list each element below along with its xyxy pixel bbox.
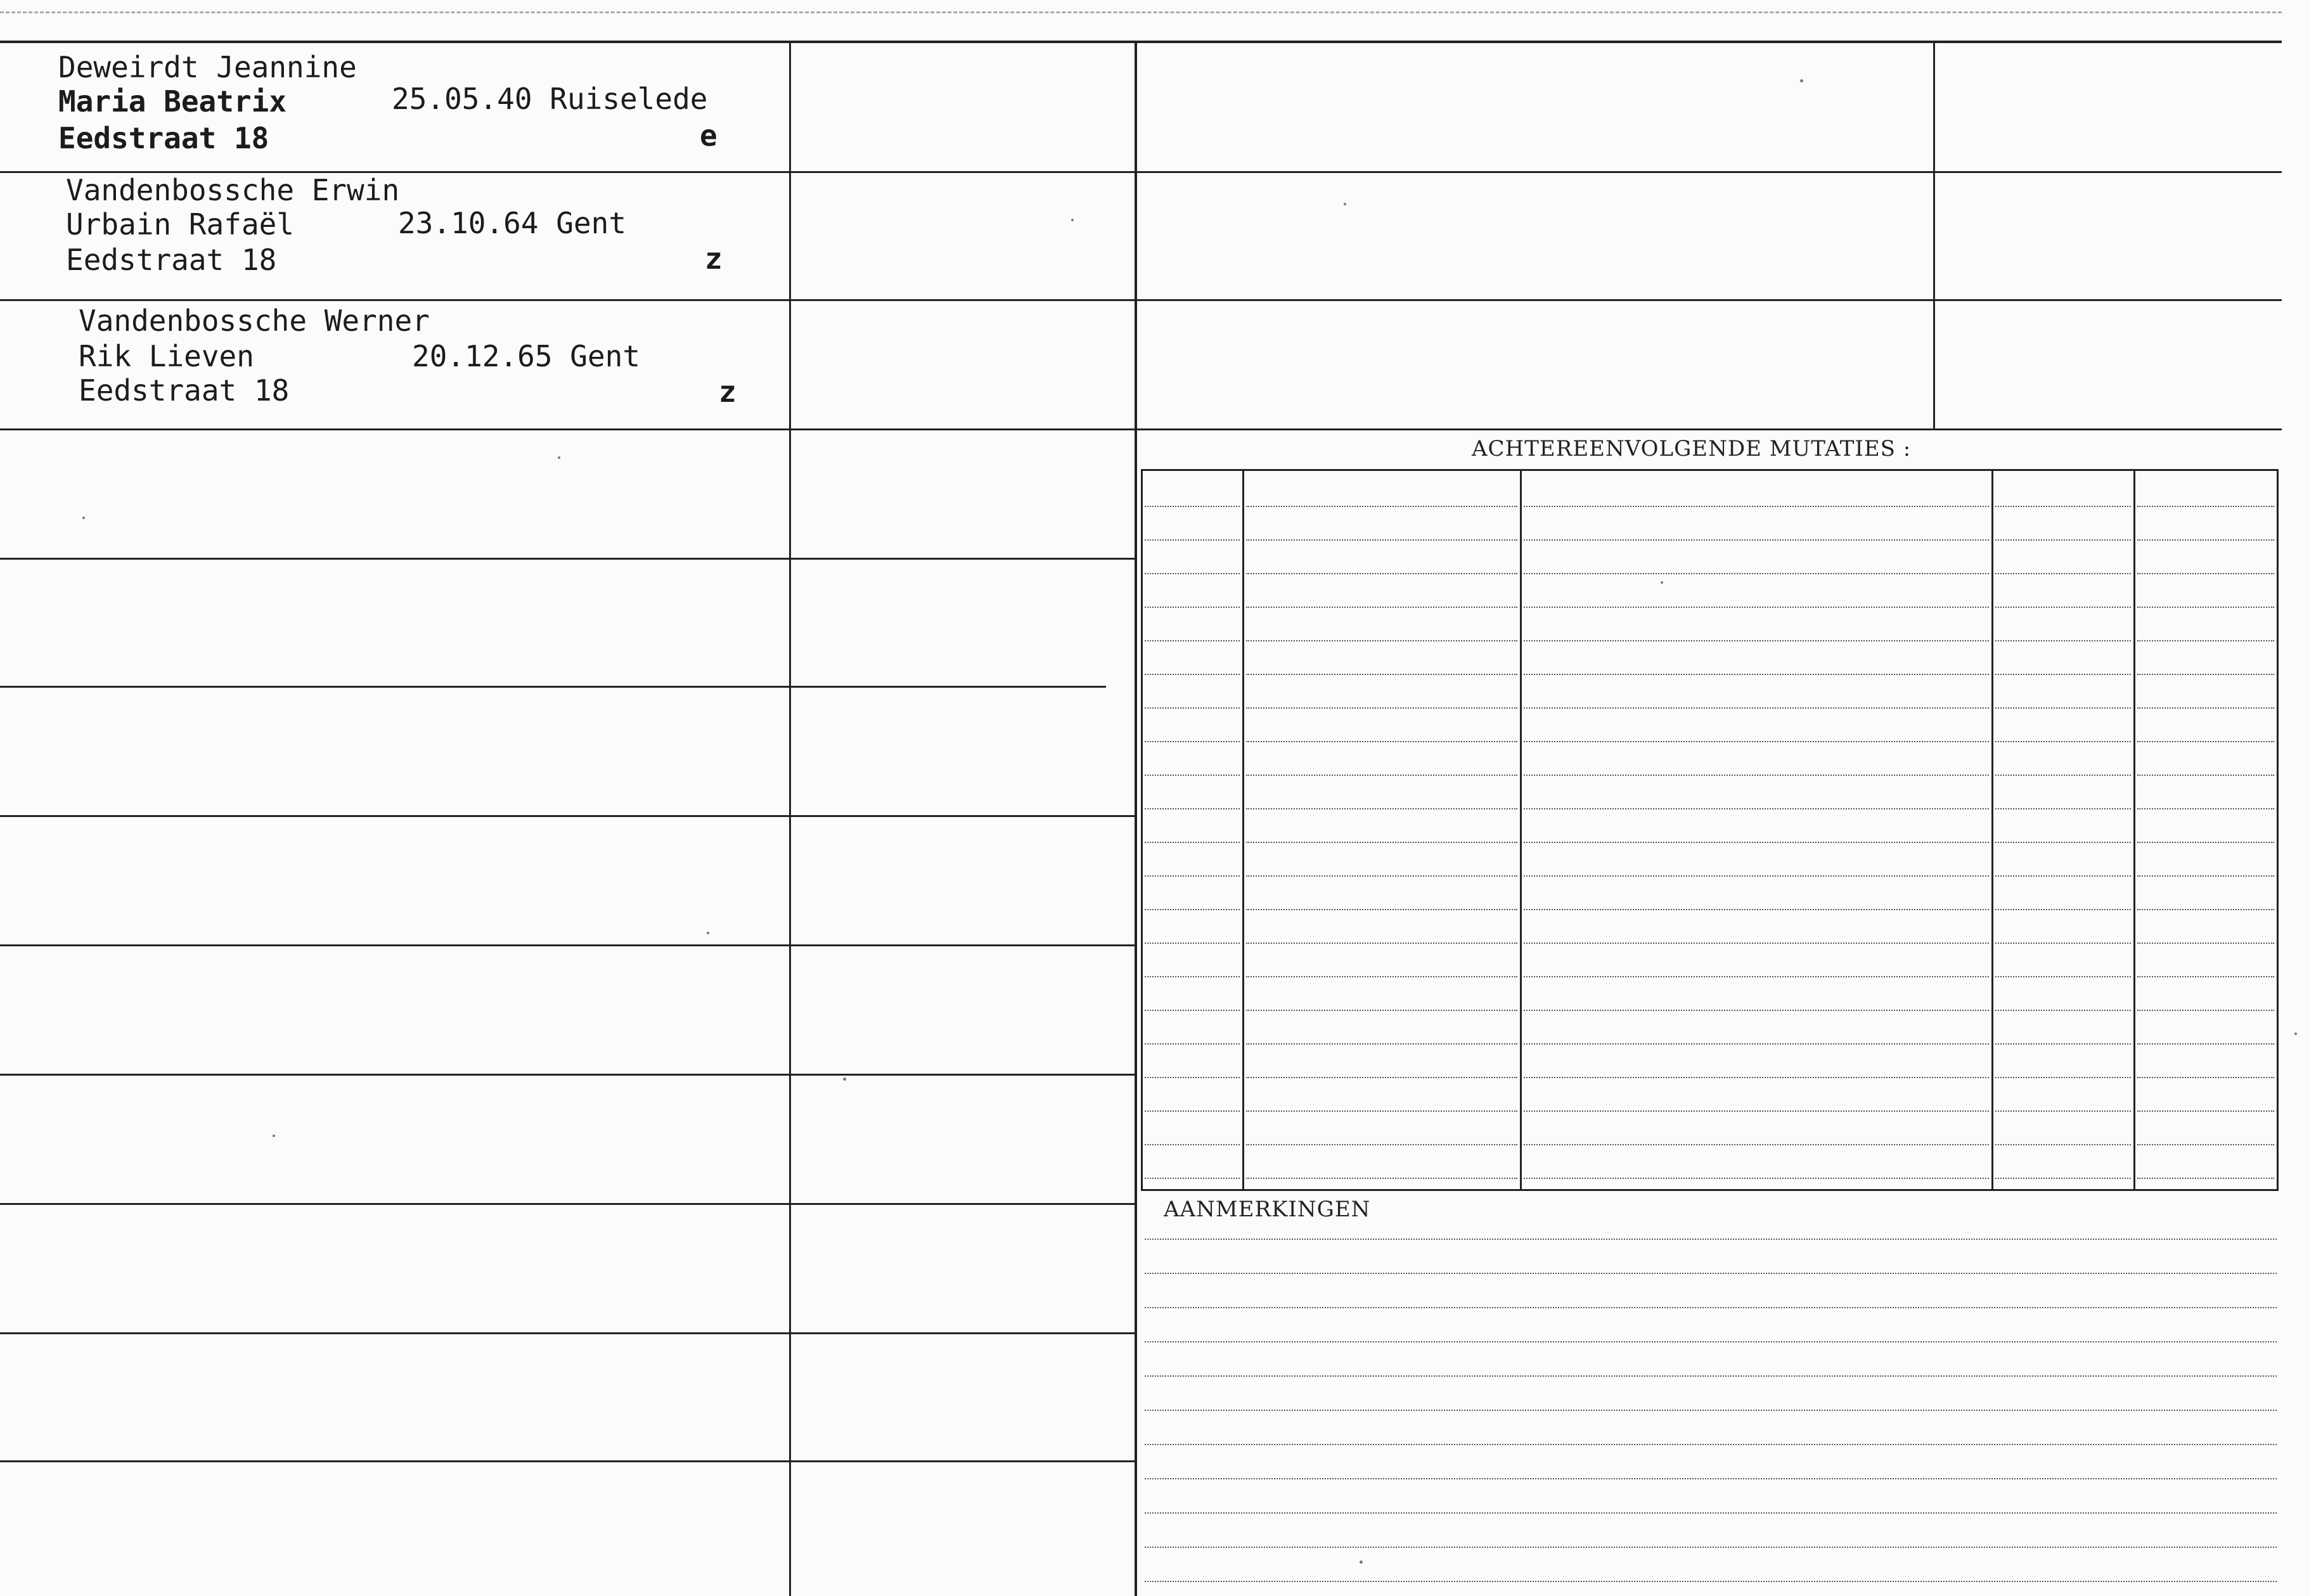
mutations-header: ACHTEREENVOLGENDE MUTATIES : [1472, 436, 1912, 461]
speck [2294, 1033, 2297, 1035]
remark-ruled-line [1145, 1307, 2277, 1308]
row-line-9 [0, 1203, 1135, 1205]
record-1-birth: 25.05.40 Ruiselede [392, 82, 708, 116]
mutation-ruled-line [1995, 1110, 2131, 1112]
speck [1071, 219, 1074, 221]
record-1-address: Eedstraat 18 [58, 121, 269, 155]
mutation-ruled-line [1524, 909, 1989, 910]
record-3-birth: 20.12.65 Gent [412, 339, 641, 373]
speck [1344, 203, 1346, 205]
mutation-ruled-line [1524, 539, 1989, 541]
remark-ruled-line [1145, 1581, 2277, 1582]
mutation-ruled-line [2137, 1043, 2274, 1045]
mutation-ruled-line [1524, 1110, 1989, 1112]
mutation-ruled-line [1995, 842, 2131, 843]
mutation-ruled-line [2137, 539, 2274, 541]
mutation-ruled-line [1246, 1110, 1517, 1112]
mutation-ruled-line [2137, 842, 2274, 843]
mutation-ruled-line [1995, 506, 2131, 507]
mutation-ruled-line [1524, 674, 1989, 675]
mutation-ruled-line [1246, 875, 1517, 877]
mutation-ruled-line [1145, 909, 1240, 910]
speck [843, 1078, 846, 1081]
mutations-top-line [1141, 469, 2279, 471]
mutation-ruled-line [1995, 1043, 2131, 1045]
mutation-ruled-line [1524, 1043, 1989, 1045]
row-line-10 [0, 1332, 1135, 1334]
remarks-header: AANMERKINGEN [1164, 1197, 1371, 1222]
remark-ruled-line [1145, 1375, 2277, 1377]
right-row-line-2 [1135, 299, 2282, 301]
mutation-ruled-line [2137, 775, 2274, 776]
row-line-11 [0, 1460, 1135, 1462]
mutation-ruled-line [1524, 875, 1989, 877]
mutation-ruled-line [1995, 1010, 2131, 1011]
mutations-col-line-5 [2277, 469, 2279, 1189]
speck [1800, 79, 1803, 82]
mutation-ruled-line [1246, 707, 1517, 709]
mutation-ruled-line [2137, 1010, 2274, 1011]
remark-ruled-line [1145, 1341, 2277, 1342]
mutation-ruled-line [1145, 741, 1240, 742]
mutation-ruled-line [1145, 539, 1240, 541]
mutation-ruled-line [2137, 707, 2274, 709]
row-line-5 [0, 686, 1106, 688]
mutation-ruled-line [1246, 506, 1517, 507]
mutation-ruled-line [1524, 943, 1989, 944]
mutation-ruled-line [1246, 640, 1517, 641]
mutation-ruled-line [1246, 573, 1517, 574]
mutation-ruled-line [1145, 875, 1240, 877]
row-line-4 [0, 558, 1135, 560]
speck [82, 517, 85, 519]
mutation-ruled-line [1995, 640, 2131, 641]
mutation-ruled-line [1524, 1144, 1989, 1145]
remark-ruled-line [1145, 1444, 2277, 1445]
mutation-ruled-line [2137, 741, 2274, 742]
column-divider-2 [1135, 41, 1137, 1596]
mutation-ruled-line [1145, 808, 1240, 809]
record-2-birth: 23.10.64 Gent [398, 206, 627, 240]
mutation-ruled-line [1145, 506, 1240, 507]
record-1-code: e [700, 119, 717, 153]
mutation-ruled-line [1995, 674, 2131, 675]
mutations-col-line-3 [1991, 469, 1993, 1189]
record-1-name: Deweirdt Jeannine [58, 50, 357, 84]
mutation-ruled-line [2137, 1178, 2274, 1179]
mutation-ruled-line [1995, 1178, 2131, 1179]
record-2-code: z [705, 241, 723, 276]
mutation-ruled-line [2137, 506, 2274, 507]
mutations-col-line-4 [2133, 469, 2135, 1189]
mutation-ruled-line [2137, 875, 2274, 877]
mutation-ruled-line [1145, 842, 1240, 843]
mutation-ruled-line [1995, 707, 2131, 709]
mutation-ruled-line [1995, 775, 2131, 776]
mutations-col-line-2 [1520, 469, 1522, 1189]
mutation-ruled-line [1246, 1144, 1517, 1145]
mutation-ruled-line [1995, 1077, 2131, 1078]
mutation-ruled-line [1995, 741, 2131, 742]
mutation-ruled-line [1995, 909, 2131, 910]
mutation-ruled-line [2137, 808, 2274, 809]
mutation-ruled-line [1145, 976, 1240, 977]
right-row-line-1 [1135, 171, 2282, 173]
remark-ruled-line [1145, 1410, 2277, 1411]
mutation-ruled-line [2137, 573, 2274, 574]
record-2-name: Vandenbossche Erwin [66, 173, 400, 207]
record-3-address: Eedstraat 18 [79, 373, 290, 408]
mutations-col-line-0 [1141, 469, 1143, 1189]
top-border-line [0, 41, 2282, 43]
mutation-ruled-line [1524, 506, 1989, 507]
mutation-ruled-line [1246, 775, 1517, 776]
mutation-ruled-line [1524, 741, 1989, 742]
mutation-ruled-line [1995, 875, 2131, 877]
mutation-ruled-line [1246, 674, 1517, 675]
mutation-ruled-line [1995, 943, 2131, 944]
mutation-ruled-line [1246, 1043, 1517, 1045]
mutation-ruled-line [2137, 909, 2274, 910]
mutation-ruled-line [1524, 707, 1989, 709]
record-3-given-names: Rik Lieven [79, 339, 254, 373]
mutation-ruled-line [2137, 640, 2274, 641]
top-edge-marks [0, 11, 2282, 30]
mutation-ruled-line [1246, 1178, 1517, 1179]
remark-ruled-line [1145, 1273, 2277, 1274]
mutation-ruled-line [1145, 640, 1240, 641]
mutation-ruled-line [2137, 607, 2274, 608]
mutation-ruled-line [1246, 808, 1517, 809]
mutation-ruled-line [1145, 775, 1240, 776]
speck [273, 1135, 275, 1137]
column-divider-3 [1933, 41, 1935, 428]
speck [1360, 1561, 1363, 1564]
remark-ruled-line [1145, 1512, 2277, 1514]
mutation-ruled-line [1524, 1010, 1989, 1011]
mutation-ruled-line [1524, 640, 1989, 641]
mutation-ruled-line [1145, 943, 1240, 944]
mutation-ruled-line [1524, 808, 1989, 809]
mutation-ruled-line [2137, 1110, 2274, 1112]
mutation-ruled-line [1145, 707, 1240, 709]
record-2-given-names: Urbain Rafaël [66, 207, 295, 241]
mutation-ruled-line [1524, 1077, 1989, 1078]
row-line-2 [0, 299, 1135, 301]
mutation-ruled-line [1145, 1043, 1240, 1045]
mutation-ruled-line [1145, 1144, 1240, 1145]
mutation-ruled-line [2137, 976, 2274, 977]
mutation-ruled-line [2137, 1077, 2274, 1078]
mutation-ruled-line [1145, 1077, 1240, 1078]
mutation-ruled-line [1524, 607, 1989, 608]
mutation-ruled-line [2137, 1144, 2274, 1145]
mutation-ruled-line [1246, 842, 1517, 843]
speck [707, 932, 709, 934]
record-3-code: z [719, 375, 736, 409]
record-2-address: Eedstraat 18 [66, 243, 277, 277]
mutation-ruled-line [1246, 943, 1517, 944]
remark-ruled-line [1145, 1239, 2277, 1240]
mutation-ruled-line [1246, 976, 1517, 977]
mutation-ruled-line [1145, 1178, 1240, 1179]
mutation-ruled-line [1145, 607, 1240, 608]
mutations-bottom-line [1141, 1189, 2279, 1191]
remark-ruled-line [1145, 1478, 2277, 1479]
mutation-ruled-line [1246, 607, 1517, 608]
right-row-line-3 [1135, 428, 2282, 430]
row-line-6 [0, 815, 1135, 817]
mutation-ruled-line [1246, 741, 1517, 742]
row-line-7 [0, 944, 1135, 946]
mutation-ruled-line [1995, 539, 2131, 541]
mutation-ruled-line [2137, 674, 2274, 675]
mutation-ruled-line [1246, 539, 1517, 541]
mutation-ruled-line [1524, 976, 1989, 977]
speck [1661, 581, 1663, 584]
mutation-ruled-line [1145, 1010, 1240, 1011]
record-1-given-names: Maria Beatrix [58, 84, 287, 119]
mutation-ruled-line [1995, 607, 2131, 608]
mutation-ruled-line [1524, 573, 1989, 574]
mutation-ruled-line [1524, 1178, 1989, 1179]
mutation-ruled-line [1246, 1077, 1517, 1078]
remark-ruled-line [1145, 1547, 2277, 1548]
column-divider-1 [789, 41, 791, 1596]
mutation-ruled-line [1145, 573, 1240, 574]
mutation-ruled-line [1246, 1010, 1517, 1011]
mutation-ruled-line [1995, 976, 2131, 977]
mutation-ruled-line [2137, 943, 2274, 944]
mutations-col-line-1 [1242, 469, 1244, 1189]
speck [558, 456, 560, 459]
mutation-ruled-line [1246, 909, 1517, 910]
mutation-ruled-line [1995, 1144, 2131, 1145]
mutation-ruled-line [1524, 775, 1989, 776]
row-line-3 [0, 428, 1135, 430]
record-3-name: Vandenbossche Werner [79, 304, 430, 338]
row-line-8 [0, 1074, 1135, 1076]
mutation-ruled-line [1145, 1110, 1240, 1112]
mutation-ruled-line [1995, 808, 2131, 809]
mutation-ruled-line [1524, 842, 1989, 843]
mutation-ruled-line [1995, 573, 2131, 574]
mutation-ruled-line [1145, 674, 1240, 675]
